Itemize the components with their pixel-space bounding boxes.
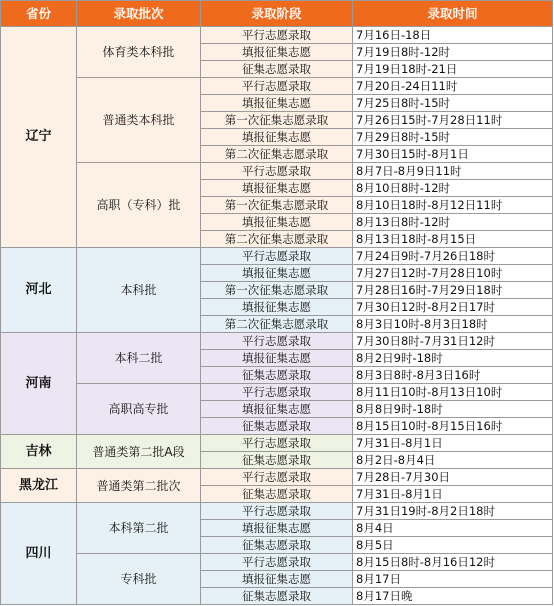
stage-cell: 平行志愿录取 (201, 435, 353, 452)
time-cell: 7月31日-8月1日 (353, 435, 553, 452)
batch-cell: 高职（专科）批 (77, 163, 201, 248)
time-cell: 8月17日 (353, 571, 553, 588)
table-row (1, 503, 553, 520)
header-batch: 录取批次 (77, 1, 201, 27)
time-cell: 7月31日-8月1日 (353, 486, 553, 503)
time-cell: 8月8日9时-18时 (353, 401, 553, 418)
batch-cell: 普通类第二批A段 (77, 435, 201, 469)
time-cell: 7月26日15时-7月28日11时 (353, 112, 553, 129)
stage-cell: 平行志愿录取 (201, 78, 353, 95)
batch-cell: 专科批 (77, 554, 201, 605)
province-cell: 吉林 (1, 435, 77, 469)
time-cell: 8月13日18时-8月15日 (353, 231, 553, 248)
time-cell: 8月2日9时-18时 (353, 350, 553, 367)
time-cell: 7月28日16时-7月29日18时 (353, 282, 553, 299)
stage-cell: 平行志愿录取 (201, 248, 353, 265)
table-row (1, 554, 553, 571)
stage-cell: 填报征集志愿 (201, 95, 353, 112)
header-time: 录取时间 (353, 1, 553, 27)
stage-cell: 填报征集志愿 (201, 299, 353, 316)
time-cell: 7月30日8时-7月31日12时 (353, 333, 553, 350)
time-cell: 7月29日8时-15时 (353, 129, 553, 146)
province-cell: 黑龙江 (1, 469, 77, 503)
time-cell: 8月4日 (353, 520, 553, 537)
province-cell: 河北 (1, 248, 77, 333)
time-cell: 7月25日8时-15时 (353, 95, 553, 112)
time-cell: 8月15日10时-8月15日16时 (353, 418, 553, 435)
province-cell: 河南 (1, 333, 77, 435)
time-cell: 7月27日12时-7月28日10时 (353, 265, 553, 282)
stage-cell: 填报征集志愿 (201, 44, 353, 61)
stage-cell: 平行志愿录取 (201, 503, 353, 520)
time-cell: 7月31日19时-8月2日18时 (353, 503, 553, 520)
time-cell: 8月10日8时-12时 (353, 180, 553, 197)
stage-cell: 第一次征集志愿录取 (201, 112, 353, 129)
table-row (1, 78, 553, 95)
table-row (1, 248, 553, 265)
table-row (1, 384, 553, 401)
time-cell: 8月13日8时-12时 (353, 214, 553, 231)
stage-cell: 第一次征集志愿录取 (201, 197, 353, 214)
time-cell: 7月24日9时-7月26日18时 (353, 248, 553, 265)
time-cell: 8月11日10时-8月13日10时 (353, 384, 553, 401)
stage-cell: 第二次征集志愿录取 (201, 316, 353, 333)
table-row (1, 435, 553, 452)
stage-cell: 第二次征集志愿录取 (201, 146, 353, 163)
batch-cell: 本科二批 (77, 333, 201, 384)
time-cell: 8月15日8时-8月16日12时 (353, 554, 553, 571)
table-body (1, 27, 553, 605)
stage-cell: 填报征集志愿 (201, 401, 353, 418)
time-cell: 8月7日-8月9日11时 (353, 163, 553, 180)
stage-cell: 第一次征集志愿录取 (201, 282, 353, 299)
batch-cell: 普通类第二批次 (77, 469, 201, 503)
province-cell: 四川 (1, 503, 77, 605)
stage-cell: 填报征集志愿 (201, 520, 353, 537)
time-cell: 7月30日15时-8月1日 (353, 146, 553, 163)
time-cell: 8月3日10时-8月3日18时 (353, 316, 553, 333)
batch-cell: 本科批 (77, 248, 201, 333)
time-cell: 8月5日 (353, 537, 553, 554)
time-cell: 8月3日8时-8月3日16时 (353, 367, 553, 384)
header-row (1, 1, 553, 27)
time-cell: 8月17日晚 (353, 588, 553, 605)
time-cell: 8月2日-8月4日 (353, 452, 553, 469)
header-province: 省份 (1, 1, 77, 27)
time-cell: 8月10日18时-8月12日11时 (353, 197, 553, 214)
stage-cell: 平行志愿录取 (201, 384, 353, 401)
stage-cell: 填报征集志愿 (201, 265, 353, 282)
stage-cell: 平行志愿录取 (201, 163, 353, 180)
stage-cell: 填报征集志愿 (201, 214, 353, 231)
table-row (1, 333, 553, 350)
batch-cell: 本科第二批 (77, 503, 201, 554)
stage-cell: 平行志愿录取 (201, 554, 353, 571)
stage-cell: 填报征集志愿 (201, 571, 353, 588)
stage-cell: 征集志愿录取 (201, 418, 353, 435)
time-cell: 7月30日12时-8月2日17时 (353, 299, 553, 316)
province-cell: 辽宁 (1, 27, 77, 248)
batch-cell: 体育类本科批 (77, 27, 201, 78)
stage-cell: 填报征集志愿 (201, 129, 353, 146)
time-cell: 7月20日-24日11时 (353, 78, 553, 95)
stage-cell: 征集志愿录取 (201, 537, 353, 554)
stage-cell: 填报征集志愿 (201, 350, 353, 367)
table-row (1, 469, 553, 486)
stage-cell: 平行志愿录取 (201, 469, 353, 486)
table-row (1, 163, 553, 180)
stage-cell: 征集志愿录取 (201, 588, 353, 605)
stage-cell: 征集志愿录取 (201, 61, 353, 78)
time-cell: 7月19日18时-21日 (353, 61, 553, 78)
time-cell: 7月19日8时-12时 (353, 44, 553, 61)
stage-cell: 征集志愿录取 (201, 486, 353, 503)
header-stage: 录取阶段 (201, 1, 353, 27)
batch-cell: 高职高专批 (77, 384, 201, 435)
stage-cell: 填报征集志愿 (201, 180, 353, 197)
stage-cell: 征集志愿录取 (201, 367, 353, 384)
stage-cell: 平行志愿录取 (201, 333, 353, 350)
time-cell: 7月16日-18日 (353, 27, 553, 44)
stage-cell: 第二次征集志愿录取 (201, 231, 353, 248)
batch-cell: 普通类本科批 (77, 78, 201, 163)
stage-cell: 平行志愿录取 (201, 27, 353, 44)
stage-cell: 征集志愿录取 (201, 452, 353, 469)
time-cell: 7月28日-7月30日 (353, 469, 553, 486)
table-row (1, 27, 553, 44)
